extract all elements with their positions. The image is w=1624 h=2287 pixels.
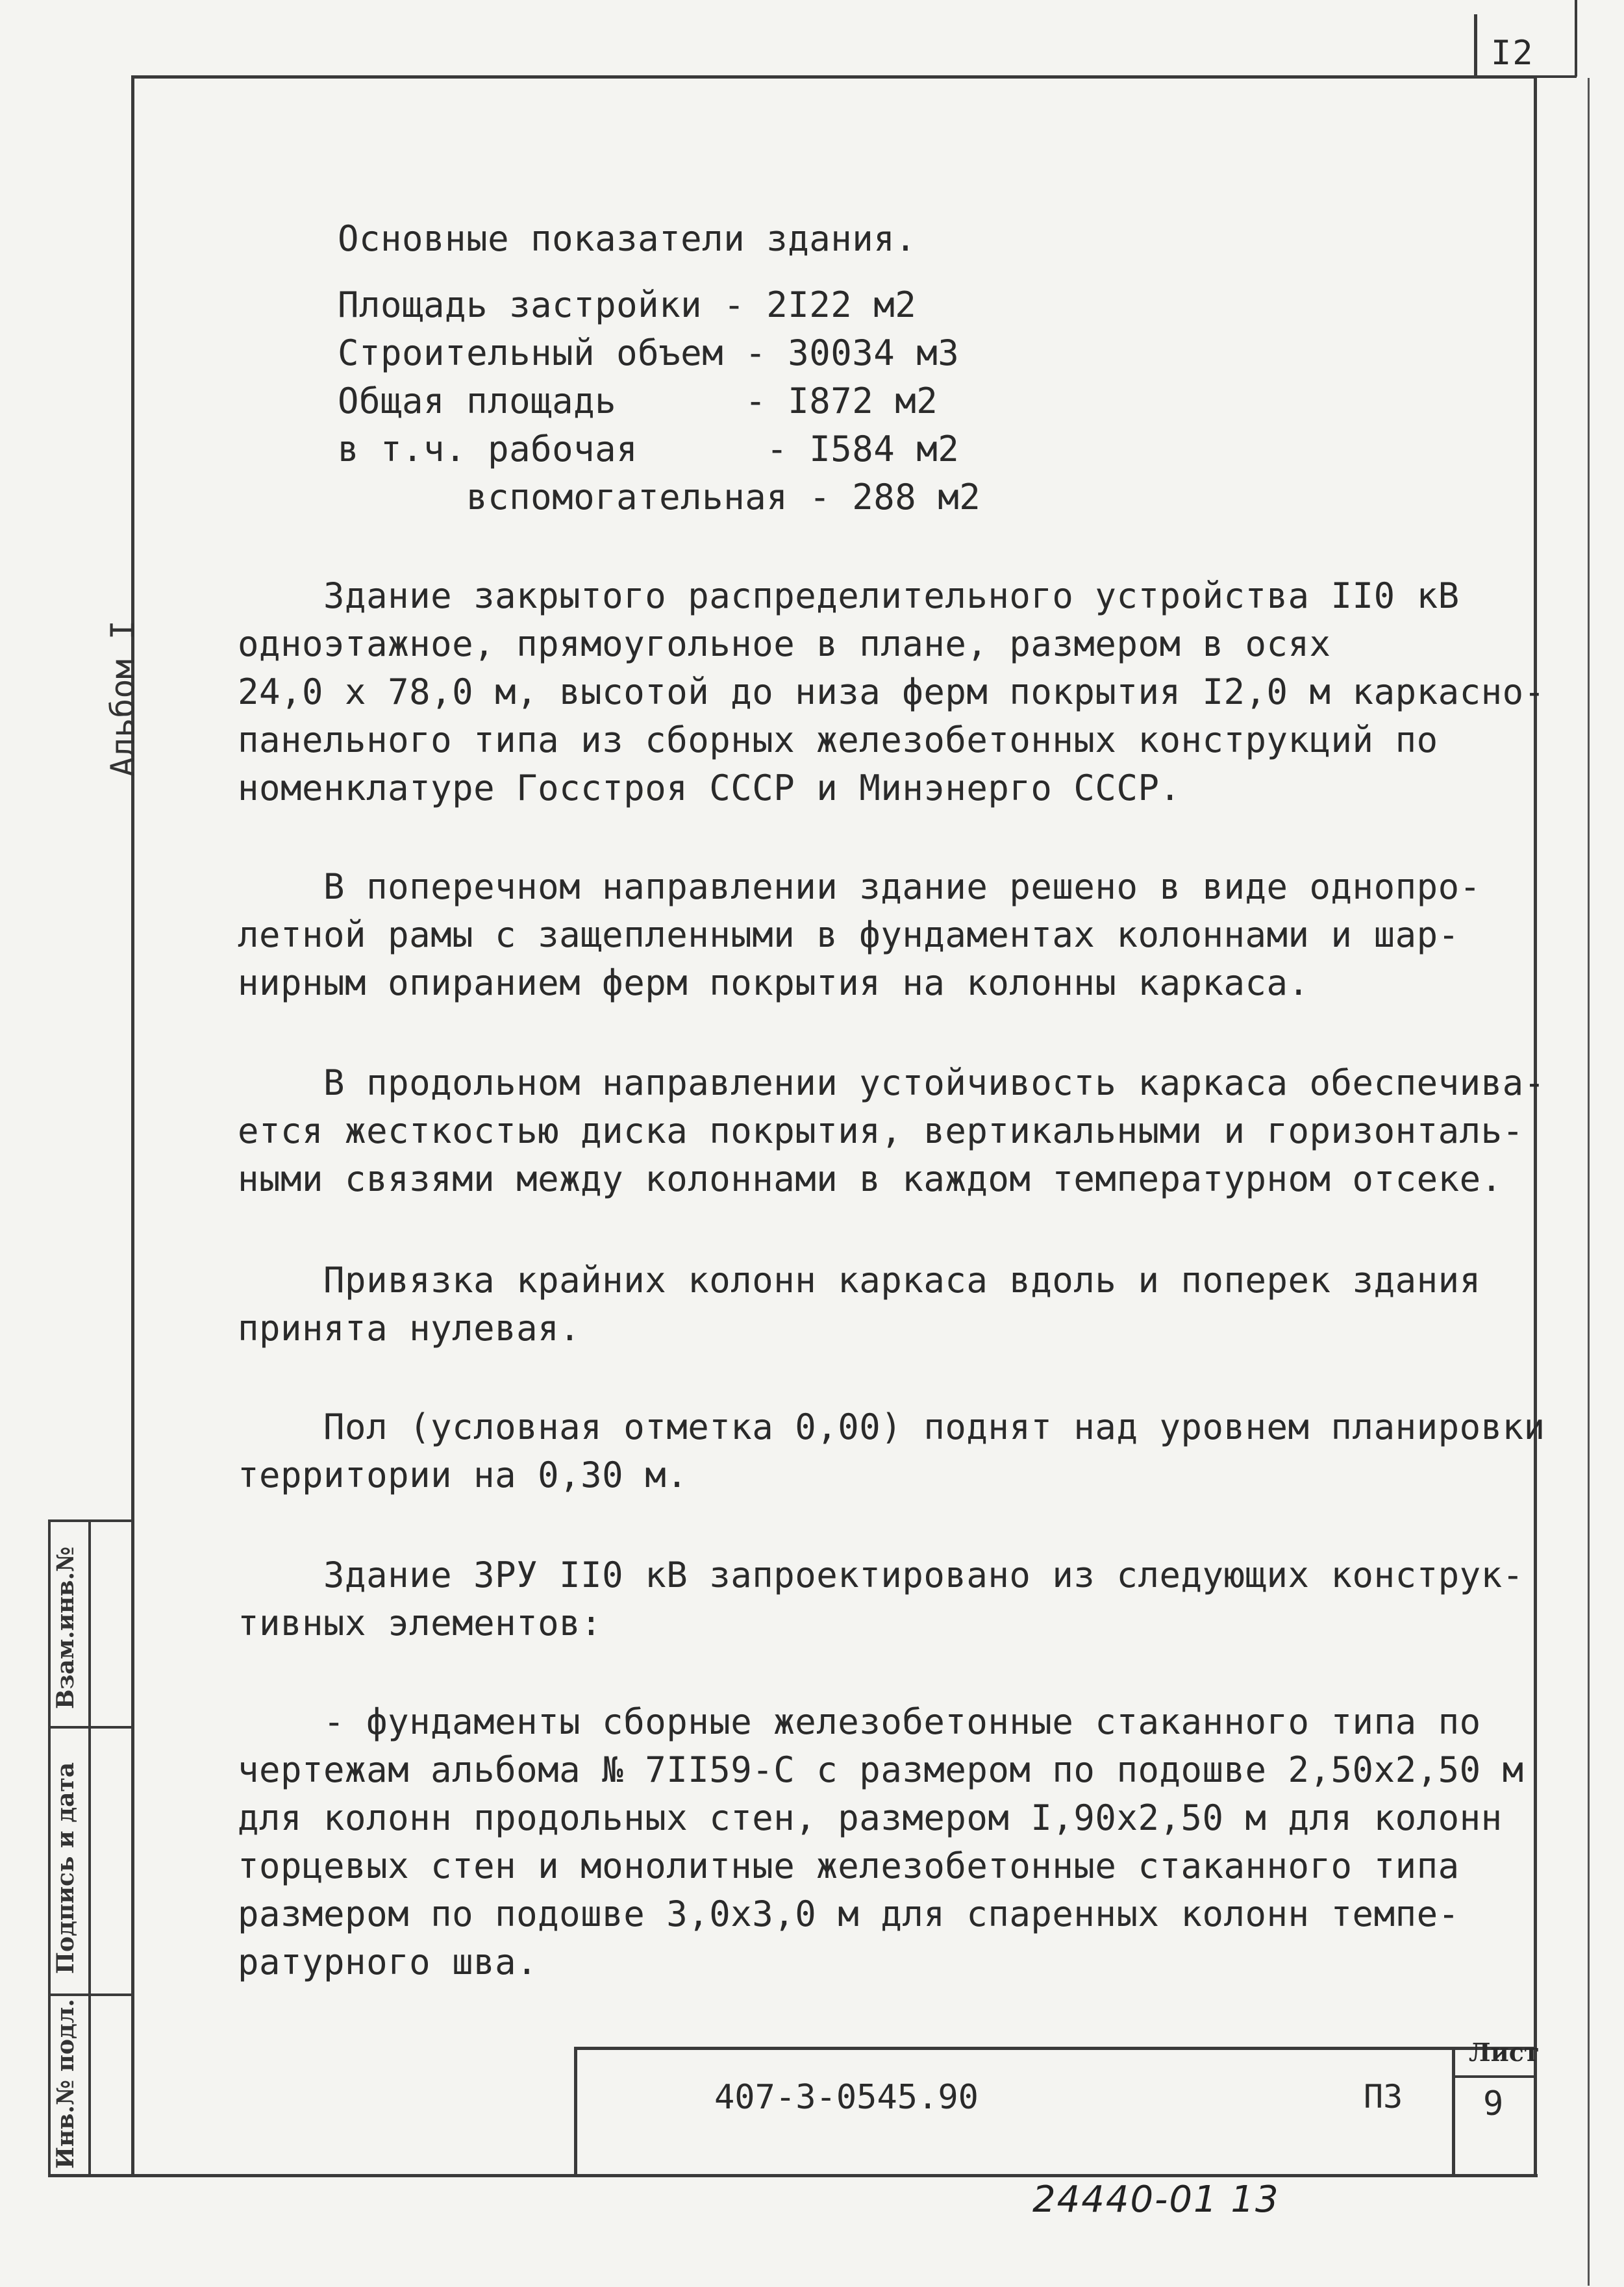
- document-type: ПЗ: [1364, 2078, 1403, 2116]
- paragraph-line: ными связями между колоннами в каждом температурном отсеке.: [238, 1158, 1503, 1199]
- title-block-sheet-hline: [1452, 2075, 1536, 2078]
- paragraph-line: для колонн продольных стен, размером I,90x2,50 м для колонн: [238, 1797, 1503, 1838]
- paragraph-line: Здание закрытого распределительного устройства II0 кВ: [238, 575, 1460, 616]
- signature-date-label: Подпись и дата: [52, 1762, 79, 1974]
- margin-stamp-divider-2: [48, 1993, 134, 1996]
- document-code: 407-3-0545.90: [714, 2078, 979, 2117]
- paragraph-line: принята нулевая.: [238, 1308, 581, 1349]
- page-number-box-right: [1575, 0, 1577, 77]
- indicator-line: в т.ч. рабочая - I584 м2: [338, 429, 960, 469]
- title-block-left-line: [574, 2047, 577, 2177]
- paragraph-line: размером по подошве 3,0x3,0 м для спаренных колонн темпе-: [238, 1893, 1460, 1934]
- paragraph-line: ратурного шва.: [238, 1942, 538, 1982]
- handwritten-note: 24440-01 13: [1032, 2179, 1280, 2221]
- paragraph-line: Здание ЗРУ II0 кВ запроектировано из следующих конструк-: [238, 1555, 1524, 1595]
- paragraph-line: ется жесткостью диска покрытия, вертикальными и горизонталь-: [238, 1110, 1524, 1151]
- paragraph-line: 24,0 x 78,0 м, высотой до низа ферм покрытия I2,0 м каркасно-: [238, 671, 1545, 712]
- paragraph-line: Привязка крайних колонн каркаса вдоль и поперек здания: [238, 1260, 1481, 1301]
- frame-left-line: [131, 75, 134, 2177]
- frame-bottom-line: [48, 2174, 1538, 2177]
- indicator-line: вспомогательная - 288 м2: [338, 477, 981, 518]
- indicator-line: Строительный объем - 30034 м3: [338, 332, 960, 373]
- outer-right-edge-line: [1588, 78, 1590, 2286]
- paragraph-line: панельного типа из сборных железобетонных конструкций по: [238, 719, 1438, 760]
- page-number-box-left: [1474, 14, 1477, 77]
- margin-stamp-top-line: [48, 1519, 134, 1522]
- paragraph-line: торцевых стен и монолитные железобетонные стаканного типа: [238, 1845, 1460, 1886]
- title-block-sheet-divider: [1452, 2047, 1455, 2177]
- page-number-box-bottom: [1474, 75, 1577, 78]
- interchange-number-label: Взам.инв.№: [52, 1546, 79, 1709]
- paragraph-line: территории на 0,30 м.: [238, 1455, 688, 1495]
- album-label: Альбом I: [104, 620, 142, 777]
- title-block-top-line: [574, 2047, 1536, 2050]
- paragraph-line: В поперечном направлении здание решено в виде однопро-: [238, 866, 1481, 907]
- indicator-line: Площадь застройки - 2I22 м2: [338, 284, 917, 325]
- original-number-label: Инв.№ подл.: [52, 1999, 79, 2169]
- sheet-number: 9: [1483, 2084, 1504, 2123]
- paragraph-line: нирным опиранием ферм покрытия на колонны каркаса.: [238, 962, 1310, 1003]
- paragraph-line: летной рамы с защепленными в фундаментах колоннами и шар-: [238, 914, 1460, 955]
- paragraph-line: номенклатуре Госстроя СССР и Минэнерго СССР.: [238, 768, 1181, 808]
- frame-right-line: [1534, 75, 1537, 2177]
- margin-stamp-mid-line: [88, 1519, 91, 2177]
- page-number: I2: [1491, 34, 1534, 73]
- indicator-line: Общая площадь - I872 м2: [338, 381, 938, 421]
- paragraph-line: тивных элементов:: [238, 1603, 603, 1643]
- paragraph-line: Пол (условная отметка 0,00) поднят над уровнем планировки: [238, 1406, 1545, 1447]
- paragraph-line: - фундаменты сборные железобетонные стаканного типа по: [238, 1701, 1481, 1742]
- margin-stamp-divider-1: [48, 1726, 134, 1729]
- paragraph-line: чертежам альбома № 7II59-С с размером по подошве 2,50x2,50 м: [238, 1749, 1524, 1790]
- paragraph-line: В продольном направлении устойчивость каркаса обеспечива-: [238, 1062, 1545, 1103]
- paragraph-line: одноэтажное, прямоугольное в плане, размером в осях: [238, 623, 1331, 664]
- section-title: Основные показатели здания.: [338, 218, 917, 259]
- sheet-label: Лист: [1469, 2038, 1540, 2067]
- margin-stamp-left-line: [48, 1519, 51, 2177]
- frame-top-line: [131, 75, 1536, 79]
